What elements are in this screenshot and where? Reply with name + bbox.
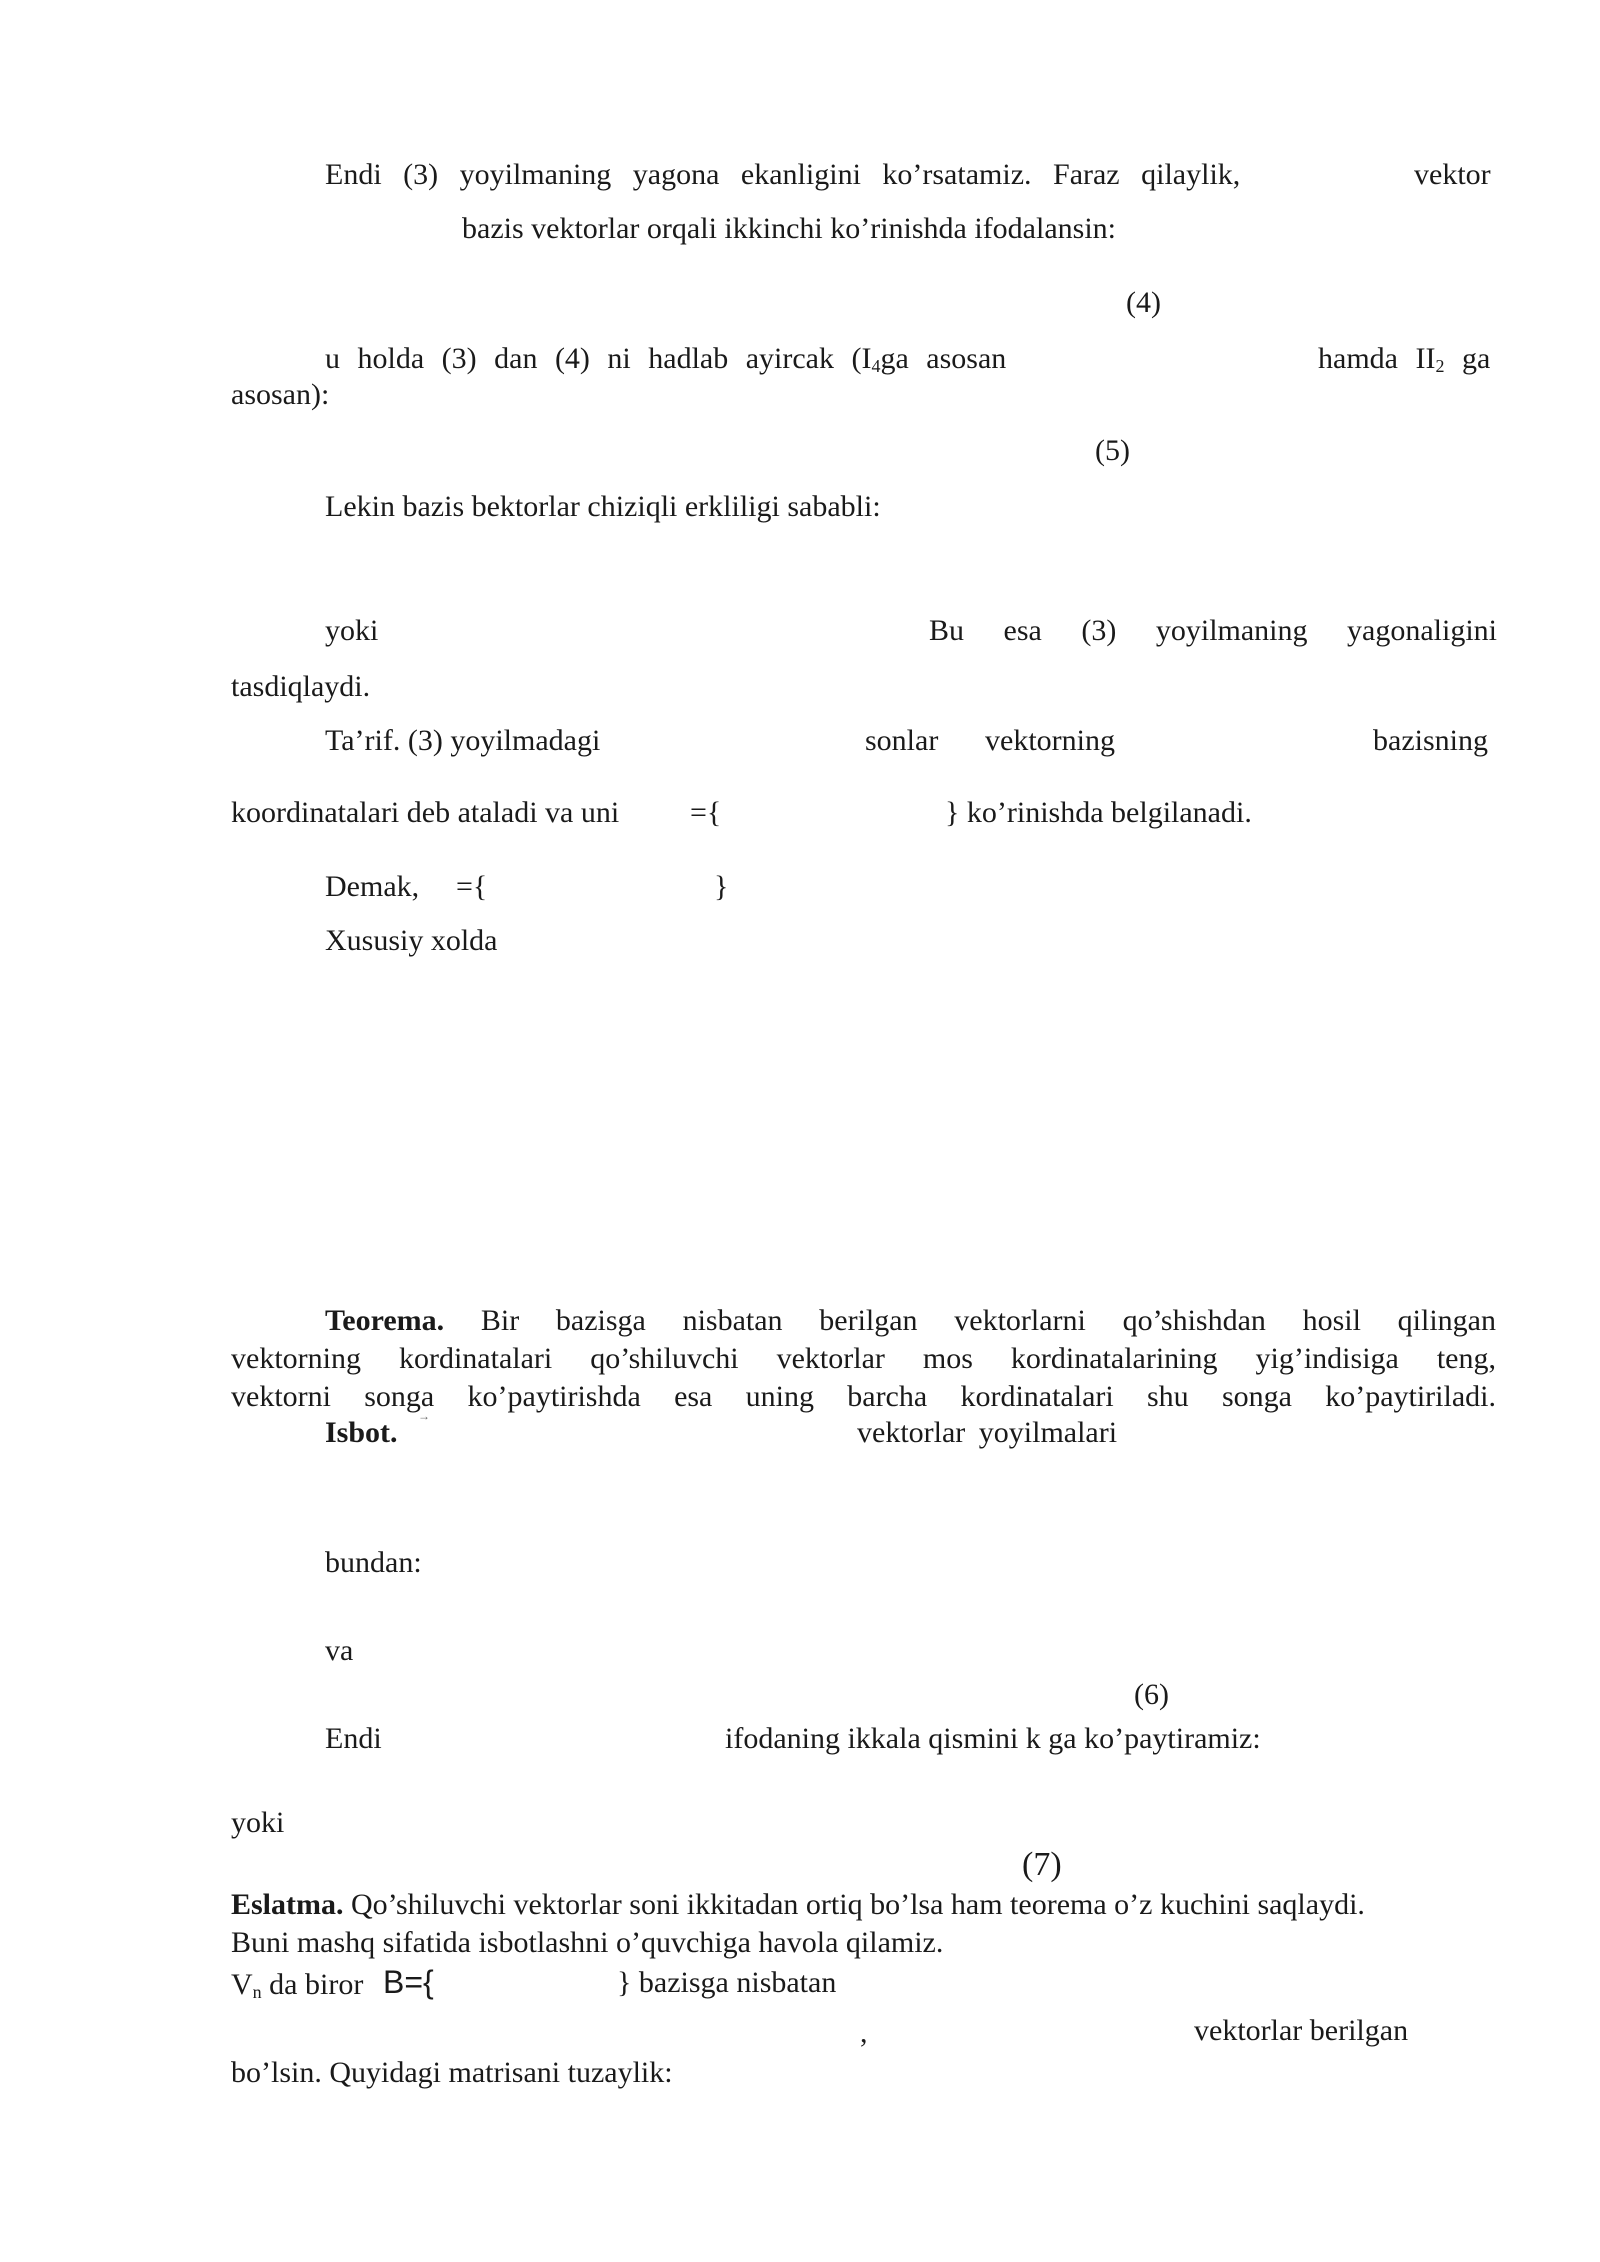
theorem-text-1: Bir bazisga nisbatan berilgan vektorlarni qo’shishdan hosil qilingan [480, 1304, 1496, 1337]
theorem-label: Teorema. [325, 1304, 445, 1337]
word-demak: Demak, [325, 870, 420, 903]
basis-close-text: } bazisga nisbatan [617, 1966, 837, 1999]
note-line-2: Buni mashq sifatida isbotlashni o’quvchiga havola qilamiz. [231, 1926, 944, 1959]
word-yoki-2: yoki [231, 1806, 285, 1839]
word-endi: Endi [325, 1722, 382, 1755]
proof-label: Isbot. [325, 1416, 398, 1449]
subscript-2: 2 [1435, 356, 1445, 376]
uniqueness-confirm-text: Bu esa (3) yoyilmaning yagonaligini [929, 614, 1497, 647]
definition-intro: Ta’rif. (3) yoyilmadagi [325, 724, 601, 757]
subscript-n: n [252, 1982, 262, 2002]
word-bazisning: bazisning [1373, 724, 1488, 757]
multiply-by-k-text: ifodaning ikkala qismini k ga ko’paytiramiz: [725, 1722, 1261, 1755]
definition-coordinates: koordinatalari deb ataladi va uni [231, 796, 620, 829]
word-yoki-1: yoki [325, 614, 379, 647]
theorem-line-2: vektorning kordinatalari qo’shiluvchi vektorlar mos kordinatalarining yig’indisiga teng, [231, 1342, 1496, 1375]
vector-arrow-mark: → [418, 1409, 430, 1423]
para-basis-expression: bazis vektorlar orqali ikkinchi ko’rinishda ifodalansin: [462, 212, 1116, 245]
coord-close-notation: } ko’rinishda belgilanadi. [945, 796, 1252, 829]
word-vektor: vektor [1414, 158, 1491, 191]
proof-vector-expansions: vektorlar yoyilmalari [857, 1416, 1118, 1449]
matrix-intro-text: bo’lsin. Quyidagi matrisani tuzaylik: [231, 2056, 673, 2089]
vectors-given-text: vektorlar berilgan [1194, 2014, 1409, 2047]
ga-text: ga [1461, 342, 1491, 375]
hamda-text: hamda II [1318, 342, 1436, 375]
equation-number-7: (7) [1022, 1846, 1062, 1883]
equation-number-5: (5) [1095, 434, 1130, 467]
coord-open-brace: ={ [690, 796, 722, 829]
word-sonlar: sonlar [865, 724, 939, 757]
subscript-4: 4 [871, 356, 881, 376]
theorem-line-3: vektorni songa ko’paytirishda esa uning barcha kordinatalari shu songa ko’paytiriladi. [231, 1380, 1496, 1413]
vn-letter: V [231, 1968, 253, 2001]
para-subtract-line [325, 344, 1006, 375]
para-uniqueness-confirm [929, 616, 1497, 646]
vn-basis-line [231, 1970, 363, 2001]
equation-number-6: (6) [1134, 1678, 1169, 1711]
para-hamda [1318, 344, 1490, 375]
note-text-1: Qo’shiluvchi vektorlar soni ikkitadan ortiq bo’lsa ham teorema o’z kuchini saqlaydi. [351, 1888, 1365, 1921]
theorem-block [231, 1302, 1496, 1416]
para-uniqueness-intro: Endi (3) yoyilmaning yagona ekanligini ko’rsatamiz. Faraz qilaylik, [325, 158, 1241, 191]
phrase-xususiy-xolda: Xususiy xolda [325, 924, 498, 957]
note-label: Eslatma. [231, 1888, 344, 1921]
word-va: va [325, 1634, 354, 1667]
note-line-1 [231, 1890, 1365, 1920]
subtract-text: u holda (3) dan (4) ni hadlab ayircak (I [325, 342, 872, 375]
word-tasdiqlaydi: tasdiqlaydi. [231, 670, 371, 703]
demak-open-brace: ={ [456, 870, 488, 903]
word-asosan: asosan): [231, 378, 330, 411]
word-vektorning: vektorning [985, 724, 1115, 757]
basis-b-open: B={ [383, 1964, 434, 2000]
theorem-line-1 [231, 1302, 1496, 1340]
equation-number-4: (4) [1126, 286, 1161, 319]
demak-close-brace: } [714, 870, 729, 903]
subtract-text-after: ga asosan [880, 342, 1007, 375]
para-linear-independence: Lekin bazis bektorlar chiziqli erkliligi sababli: [325, 490, 881, 523]
comma-separator: , [860, 2016, 868, 2049]
word-bundan: bundan: [325, 1546, 422, 1579]
vn-after-text: da biror [269, 1968, 364, 2001]
